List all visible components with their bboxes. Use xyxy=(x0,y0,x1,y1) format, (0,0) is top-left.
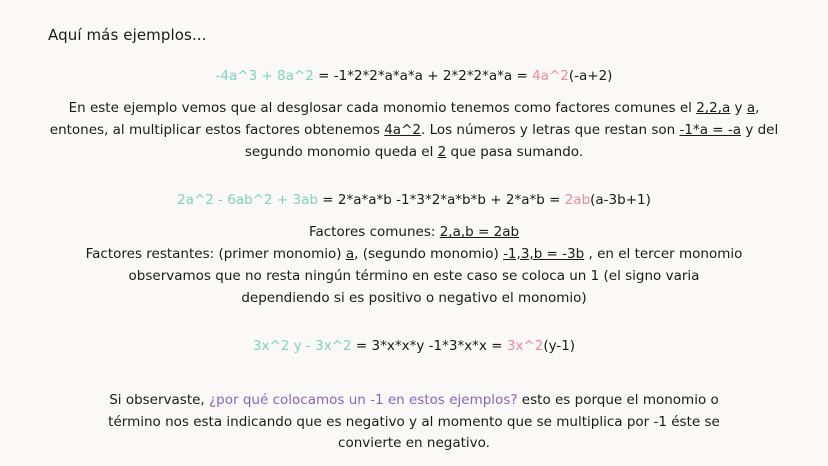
eq1-factored-coefficient: 4a^2 xyxy=(532,68,569,84)
eq2-lhs: 2a^2 - 6ab^2 + 3ab xyxy=(177,191,318,208)
eq3-lhs: 3x^2 y - 3x^2 xyxy=(252,337,352,354)
ex2-rest-text-3: , en el tercer monomio xyxy=(584,245,743,262)
closing-text-3: término nos esta indicando que es negativo y al momento que se multiplica por -1 éste se xyxy=(108,413,720,430)
ex2-common-label: Factores comunes: xyxy=(308,224,440,241)
eq1-plus: + xyxy=(422,68,443,84)
eq2-equals-2: = xyxy=(544,191,565,208)
closing-highlight: ¿por qué colocamos un -1 en estos ejemplos? xyxy=(209,391,518,408)
ex1-text-6: que pasa sumando. xyxy=(446,143,584,160)
eq3-term-1: 3*x*x*y xyxy=(371,337,425,354)
spacer-1 xyxy=(40,164,788,190)
example1-equation xyxy=(40,66,788,86)
eq1-factored-remainder: (-a+2) xyxy=(568,68,613,84)
ex1-text-4: . Los números y letras que restan son xyxy=(420,122,680,139)
ex2-rest-text-4: observamos que no resta ningún término en este caso se coloca un 1 (el signo varia xyxy=(128,267,700,284)
ex1-underline-3: 4a^2 xyxy=(384,122,421,139)
eq2-plus: + xyxy=(485,191,506,208)
eq3-equals-2: = xyxy=(486,337,507,354)
ex1-text-1: En este ejemplo vemos que al desglosar cada monomio tenemos como factores comunes el xyxy=(68,100,697,117)
ex1-underline-4: -1*a = -a xyxy=(679,122,742,139)
eq1-lhs: -4a^3 + 8a^2 xyxy=(215,68,314,84)
eq3-factored-coefficient: 3x^2 xyxy=(506,337,544,354)
eq2-term-2: -1*3*2*a*b*b xyxy=(396,191,486,208)
closing-text-1: Si observaste, xyxy=(109,391,210,408)
eq2-factored-coefficient: 2ab xyxy=(564,191,591,208)
eq1-equals-2: = xyxy=(512,68,533,84)
spacer-2 xyxy=(40,310,788,336)
eq2-term-3: 2*a*b xyxy=(505,191,545,208)
eq3-equals-1: = xyxy=(351,337,372,354)
eq3-factored-remainder: (y-1) xyxy=(543,337,576,354)
closing-text-4: convierte en negativo. xyxy=(338,435,490,452)
ex2-common-value: 2,a,b = 2ab xyxy=(439,224,520,241)
eq2-equals-1: = xyxy=(317,191,338,208)
eq1-equals-1: = xyxy=(313,68,334,84)
ex1-underline-1: 2,2,a xyxy=(696,100,731,117)
ex1-underline-5: 2 xyxy=(437,143,447,160)
ex1-text-3: , entones, al multiplicar estos factores obtenemos xyxy=(49,100,760,139)
ex1-underline-2: a xyxy=(746,100,756,117)
eq1-term-2: 2*2*2*a*a xyxy=(442,68,513,84)
ex2-rest-text-5: dependiendo si es positivo o negativo el monomio) xyxy=(241,289,587,306)
eq1-term-1: -1*2*2*a*a*a xyxy=(333,68,423,84)
ex2-rest-text-2: , (segundo monomio) xyxy=(354,245,504,262)
example2-common-factors xyxy=(43,222,785,244)
example2-equation xyxy=(40,190,788,210)
ex2-rest-text-1: Factores restantes: (primer monomio) xyxy=(85,245,346,262)
ex1-text-2: y xyxy=(730,100,747,117)
ex2-rest-underline-2: -1,3,b = -3b xyxy=(503,245,585,262)
closing-paragraph xyxy=(43,390,785,456)
eq2-term-1: 2*a*a*b xyxy=(337,191,392,208)
closing-text-2: esto es porque el monomio o xyxy=(517,391,719,408)
eq2-factored-remainder: (a-3b+1) xyxy=(590,191,651,208)
example2-remaining-factors xyxy=(43,244,785,310)
spacer-3 xyxy=(40,368,788,390)
ex1-text-5: y del segundo monomio queda el xyxy=(244,122,779,160)
ex2-rest-underline-1: a xyxy=(345,245,355,262)
example1-explanation xyxy=(43,98,785,164)
eq3-term-2: -1*3*x*x xyxy=(428,337,487,354)
page-title: Aquí más ejemplos... xyxy=(48,26,207,44)
example3-equation xyxy=(40,336,788,356)
